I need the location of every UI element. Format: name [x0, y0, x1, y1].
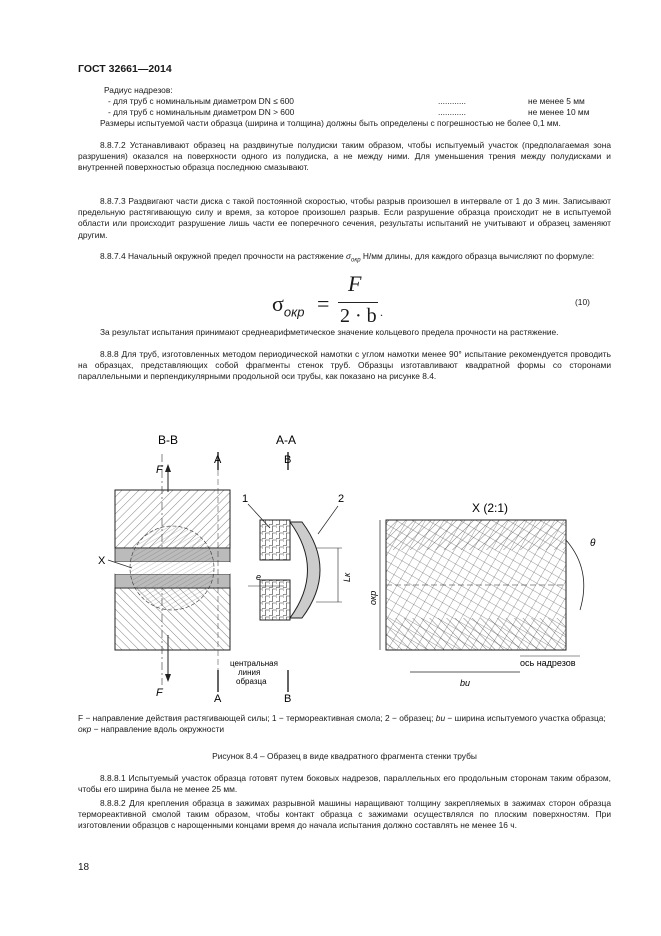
specimen-arc: [290, 522, 320, 618]
label-a-top: A: [214, 454, 222, 466]
label-b-bottom: B: [284, 693, 292, 705]
paragraph-888: 8.8.8 Для труб, изготовленных методом периодической намотки с углом намотки менее 90° испытание рекомендуется проводить на образцах, представляющих собой фрагменты стенок труб. Образцы изготавливают квадратной формы со сторонами параллельными и перпендикулярными продольной оси трубы, как показано на рисунке 8.4.: [78, 349, 611, 382]
paragraph-sizes: Размеры испытуемой части образца (ширина и толщина) должны быть определены с погрешностью не более 0,1 мм.: [100, 118, 561, 128]
detail-title: X (2:1): [472, 501, 509, 515]
figure-8-4: [80, 430, 620, 710]
resin-upper: [260, 520, 290, 560]
standard-header: ГОСТ 32661—2014: [78, 63, 172, 75]
detail-bottom-band: [386, 618, 566, 650]
label-1-leader: [248, 504, 270, 528]
label-a-bottom: A: [214, 693, 222, 705]
label-lk: Lк: [342, 572, 352, 582]
label-bb: B-B: [158, 433, 179, 447]
formula-numerator: F: [348, 271, 362, 296]
formula-end-dot: .: [380, 305, 383, 319]
force-label-top: F: [156, 464, 163, 476]
page-number: 18: [78, 862, 90, 873]
paragraph-result: За результат испытания принимают среднеарифметическое значение кольцевого предела прочности на растяжение.: [100, 327, 559, 337]
radius-row-label: - для труб с номинальным диаметром DN > 600: [108, 107, 295, 117]
label-aa: A-A: [276, 433, 297, 447]
notch-axis-label: ось надрезов: [520, 658, 576, 668]
label-b-top: B: [284, 454, 292, 466]
radius-row-value: не менее 10 мм: [528, 107, 590, 117]
label-1: 1: [242, 493, 249, 505]
paragraph-8882: 8.8.8.2 Для крепления образца в зажимах разрывной машины наращивают толщину закрепляемых в зажимах сторон образца термореактивной смолой таким образом, чтобы контакт образца с зажимами осуществлялся по плоским поверхностям. При изготовлении образцов с нарощенными концами время до начала испытания должно составлять не менее 16 ч.: [78, 798, 611, 831]
radius-row-value: не менее 5 мм: [528, 96, 585, 106]
radius-row-dots: ............: [438, 96, 466, 106]
central-line-label: образца: [236, 677, 267, 686]
fraction-bar: [338, 302, 378, 303]
formula-lhs: $\sigma_{окр}$: [272, 291, 305, 320]
label-theta: θ: [590, 538, 596, 549]
detail-top-band: [386, 520, 566, 550]
label-x: X: [98, 555, 106, 567]
formula-equals: =: [317, 291, 330, 316]
force-arrow-head-bottom: [165, 674, 171, 682]
central-line-label: линия: [238, 668, 261, 677]
label-e: e: [256, 572, 262, 582]
radius-row-dots: ............: [438, 107, 466, 117]
figure-title: Рисунок 8.4 – Образец в виде квадратного фрагмента стенки трубы: [212, 751, 477, 761]
force-arrow-head-top: [165, 464, 171, 472]
paragraph-8873: 8.8.7.3 Раздвигают части диска с такой постоянной скоростью, чтобы разрыв произошел в интервале от 1 до 3 мин. Записывают предельную растягивающую силу и время, за которое произошел разрыв. Если разрушение образца происходит не в испытуемой области или происходит разрушение лишь части ее поперечного сечения, результаты испытаний не учитывают и образец заменяют другим.: [78, 196, 611, 240]
sigma-symbol: σ: [345, 251, 352, 261]
label-2: 2: [338, 493, 345, 505]
radius-title: Радиус надрезов:: [104, 85, 173, 95]
angle-arc: [566, 540, 584, 610]
equation-number: (10): [575, 297, 590, 307]
detail-x-circle: [130, 526, 214, 610]
label-okr: окр: [368, 590, 378, 605]
label-bu: bu: [460, 678, 471, 688]
paragraph-8881: 8.8.8.1 Испытуемый участок образца готовят путем боковых надрезов, параллельных его продольным сторонам таким образом, чтобы его ширина была не менее 25 мм.: [78, 773, 611, 795]
force-label-bottom: F: [156, 687, 163, 699]
central-line-label: центральная: [230, 659, 278, 668]
figure-caption: F − направление действия растягивающей силы; 1 − термореактивная смола; 2 − образец; bu − ширина испытуемого участка образца; окр − направление вдоль окружности: [78, 713, 606, 734]
formula-denominator: 2 · b: [340, 305, 377, 327]
paragraph-8872: 8.8.7.2 Устанавливают образец на раздвинутые полудиски таким образом, чтобы испытуемый участок (предполагаемая зона разрушения) оказался на поверхности одного из полудиска, а не между ними. Для уменьшения трения между полудисками и внутренней поверхностью образца последнюю смазывают.: [78, 140, 611, 173]
radius-row-label: - для труб с номинальным диаметром DN ≤ 600: [108, 96, 294, 106]
label-2-leader: [318, 506, 338, 534]
paragraph-8874: 8.8.7.4 Начальный окружной предел прочности на растяжение $\sigma_{окр}$ Н/мм длины, для каждого образца вычисляют по формуле:: [100, 251, 595, 264]
